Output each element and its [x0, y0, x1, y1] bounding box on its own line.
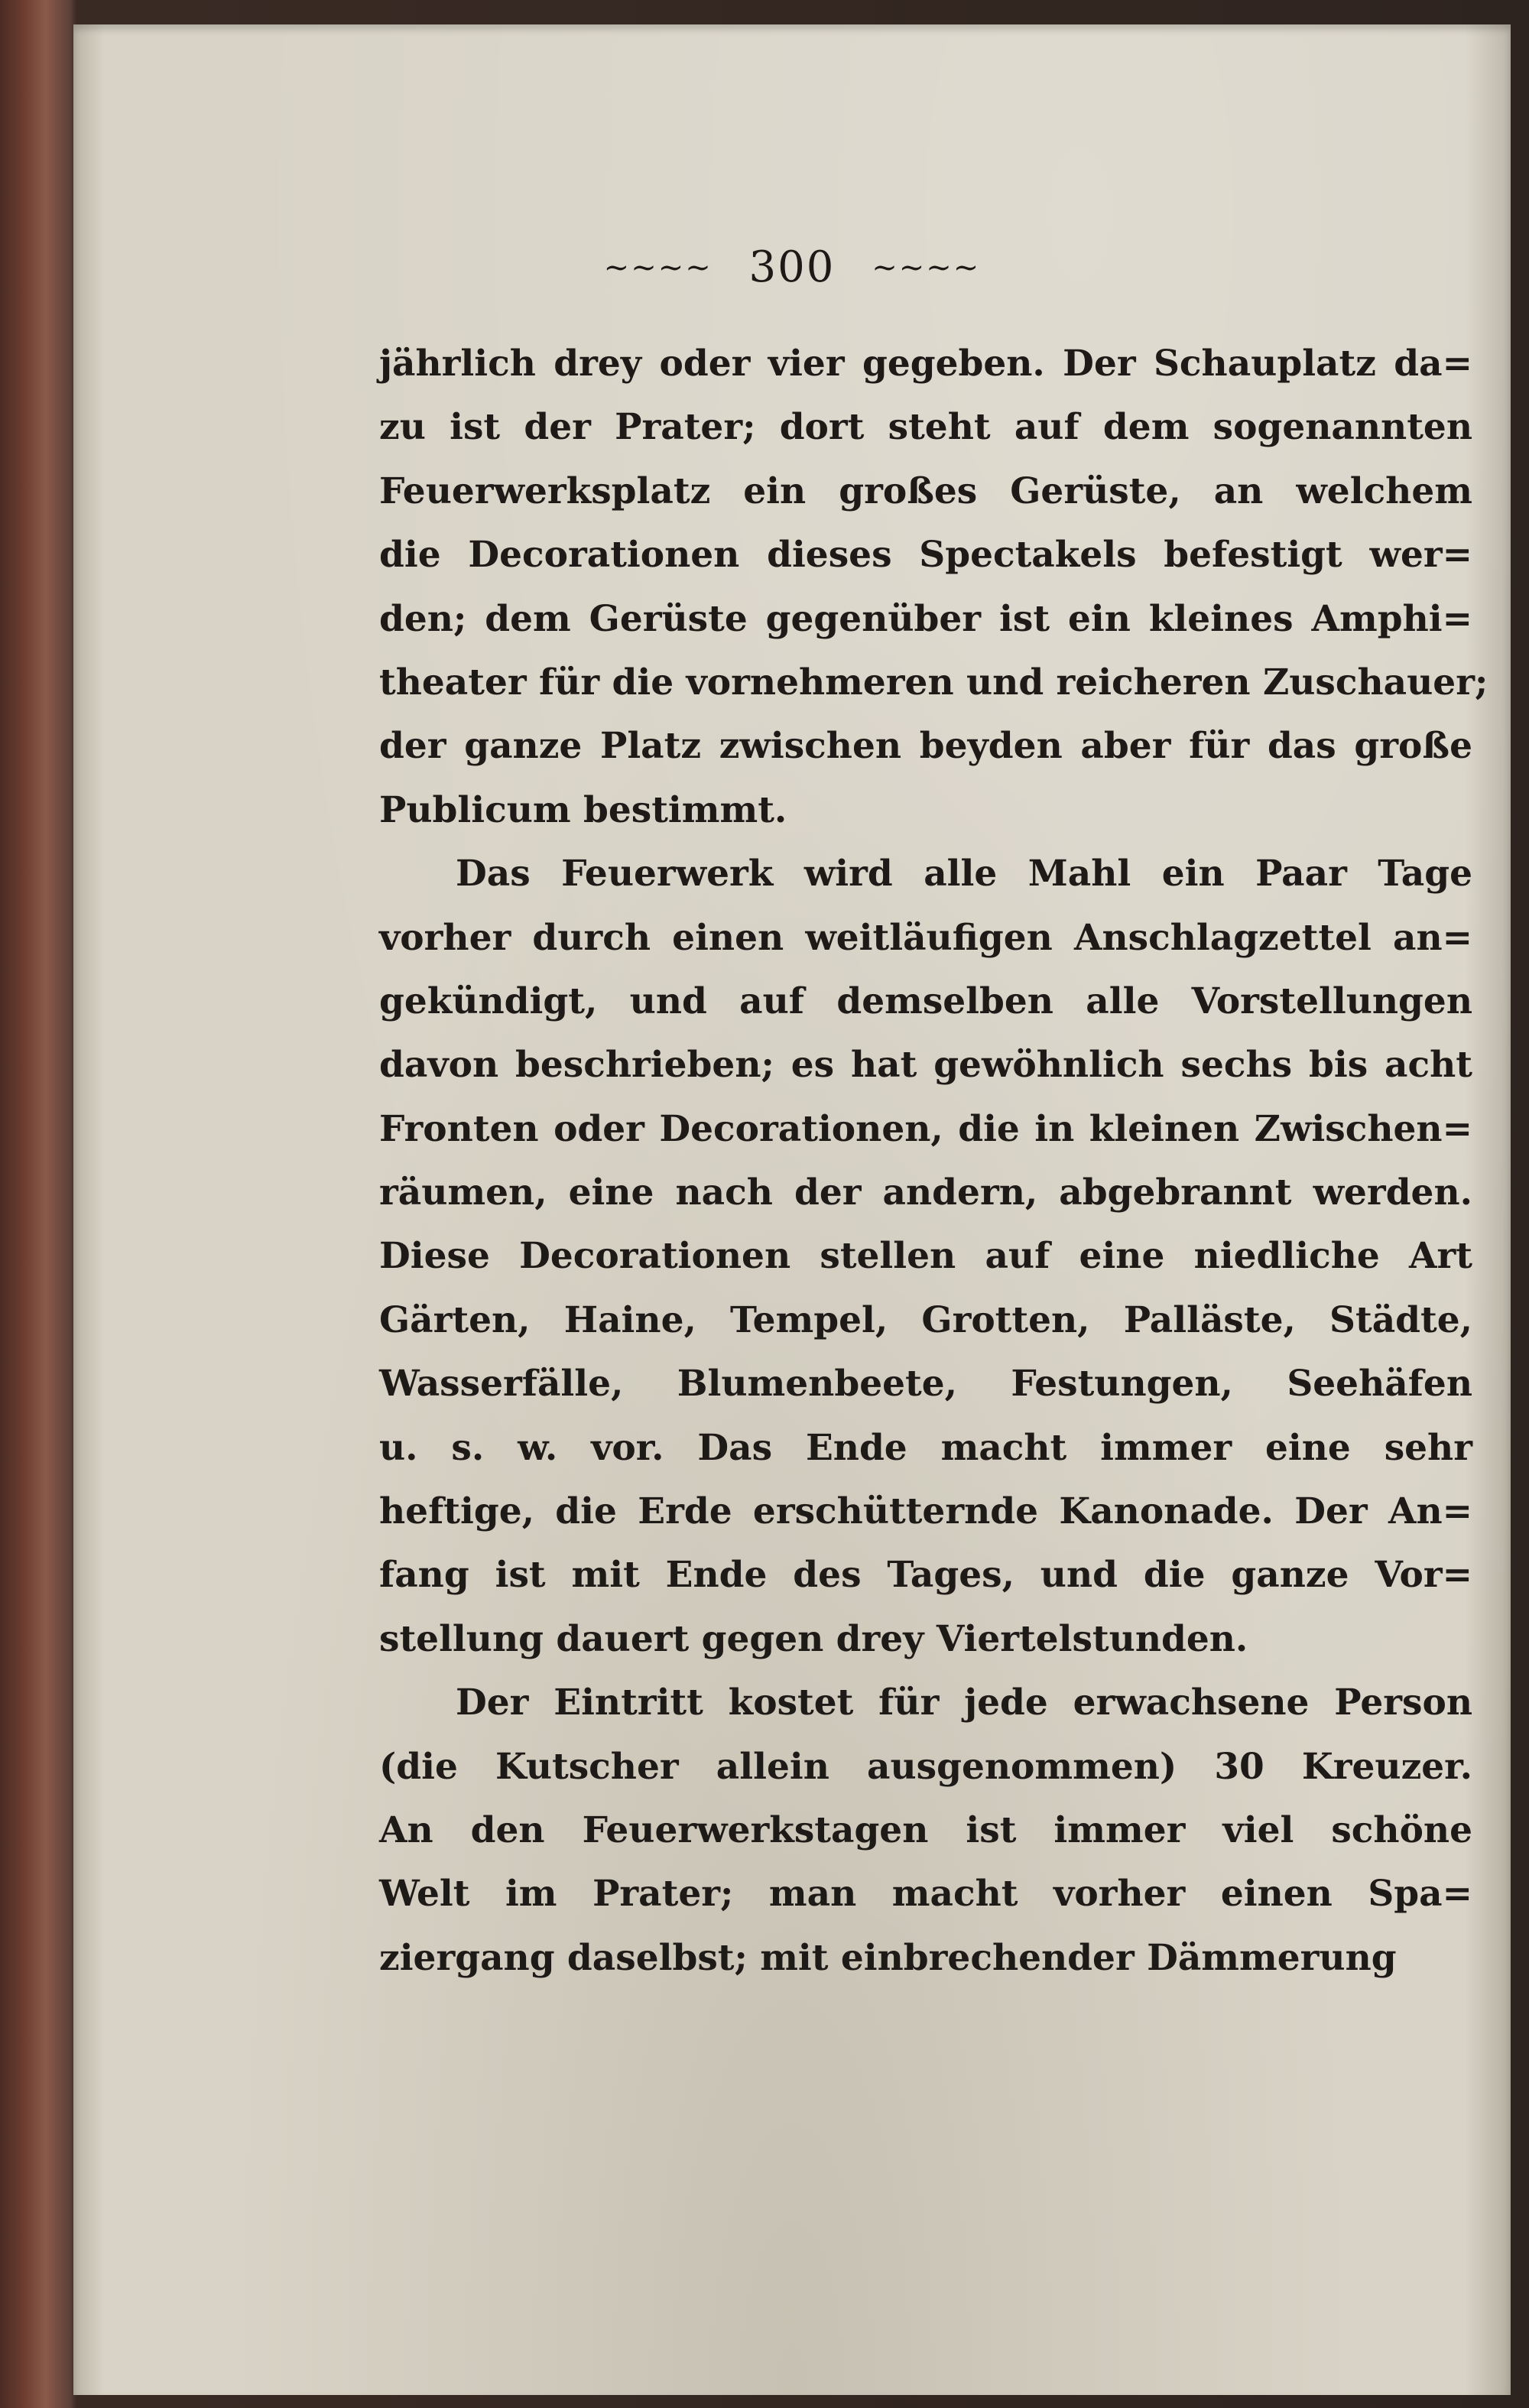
page-number: 300: [748, 242, 836, 292]
header-ornament-left: ~~~~: [603, 249, 713, 285]
text-line: der ganze Platz zwischen beyden aber für das große: [379, 725, 1472, 768]
text-line: davon beschrieben; es hat gewöhnlich sechs bis acht: [379, 1044, 1472, 1087]
text-line: jährlich drey oder vier gegeben. Der Schauplatz da=: [379, 343, 1472, 385]
text-line: gekündigt, und auf demselben alle Vorstellungen: [379, 980, 1472, 1022]
text-line: theater für die vornehmeren und reicheren Zuschauer;: [379, 661, 1488, 704]
text-line: Das Feuerwerk wird alle Mahl ein Paar Tage: [456, 853, 1472, 895]
text-line: vorher durch einen weitläufigen Anschlagzettel an=: [379, 916, 1472, 959]
text-line: heftige, die Erde erschütternde Kanonade. Der An=: [379, 1490, 1472, 1533]
text-line: fang ist mit Ende des Tages, und die ganze Vor=: [379, 1554, 1472, 1597]
body-text: [379, 332, 1488, 1990]
text-line: Publicum bestimmt.: [379, 788, 787, 831]
text-line: ziergang daselbst; mit einbrechender Dämmerung: [379, 1936, 1397, 1979]
text-line: zu ist der Prater; dort steht auf dem sogenannten: [379, 406, 1472, 449]
paragraph: [379, 1671, 1472, 1990]
text-line: Wasserfälle, Blumenbeete, Festungen, Seehäfen: [379, 1363, 1472, 1405]
header-ornament-right: ~~~~: [872, 249, 981, 285]
text-line: Welt im Prater; man macht vorher einen Spa=: [379, 1873, 1472, 1916]
text-line: Diese Decorationen stellen auf eine niedliche Art: [379, 1235, 1472, 1278]
text-line: u. s. w. vor. Das Ende macht immer eine sehr: [379, 1426, 1472, 1469]
text-line: Gärten, Haine, Tempel, Grotten, Palläste, Städte,: [379, 1298, 1472, 1341]
text-line: Fronten oder Decorationen, die in kleinen Zwischen=: [379, 1107, 1472, 1150]
book-page: [73, 24, 1511, 2395]
paragraph: [379, 332, 1488, 842]
text-line: Der Eintritt kostet für jede erwachsene Person: [456, 1682, 1472, 1724]
text-line: räumen, eine nach der andern, abgebrannt werden.: [379, 1172, 1472, 1214]
text-line: (die Kutscher allein ausgenommen) 30 Kreuzer.: [379, 1745, 1472, 1788]
text-line: An den Feuerwerkstagen ist immer viel schöne: [379, 1808, 1472, 1851]
text-line: Feuerwerksplatz ein großes Gerüste, an welchem: [379, 470, 1472, 512]
text-line: die Decorationen dieses Spectakels befestigt wer=: [379, 534, 1472, 577]
text-line: stellung dauert gegen drey Viertelstunden.: [379, 1617, 1248, 1660]
text-line: den; dem Gerüste gegenüber ist ein kleines Amphi=: [379, 597, 1472, 640]
page-header: [73, 242, 1511, 292]
paragraph: [379, 842, 1472, 1671]
